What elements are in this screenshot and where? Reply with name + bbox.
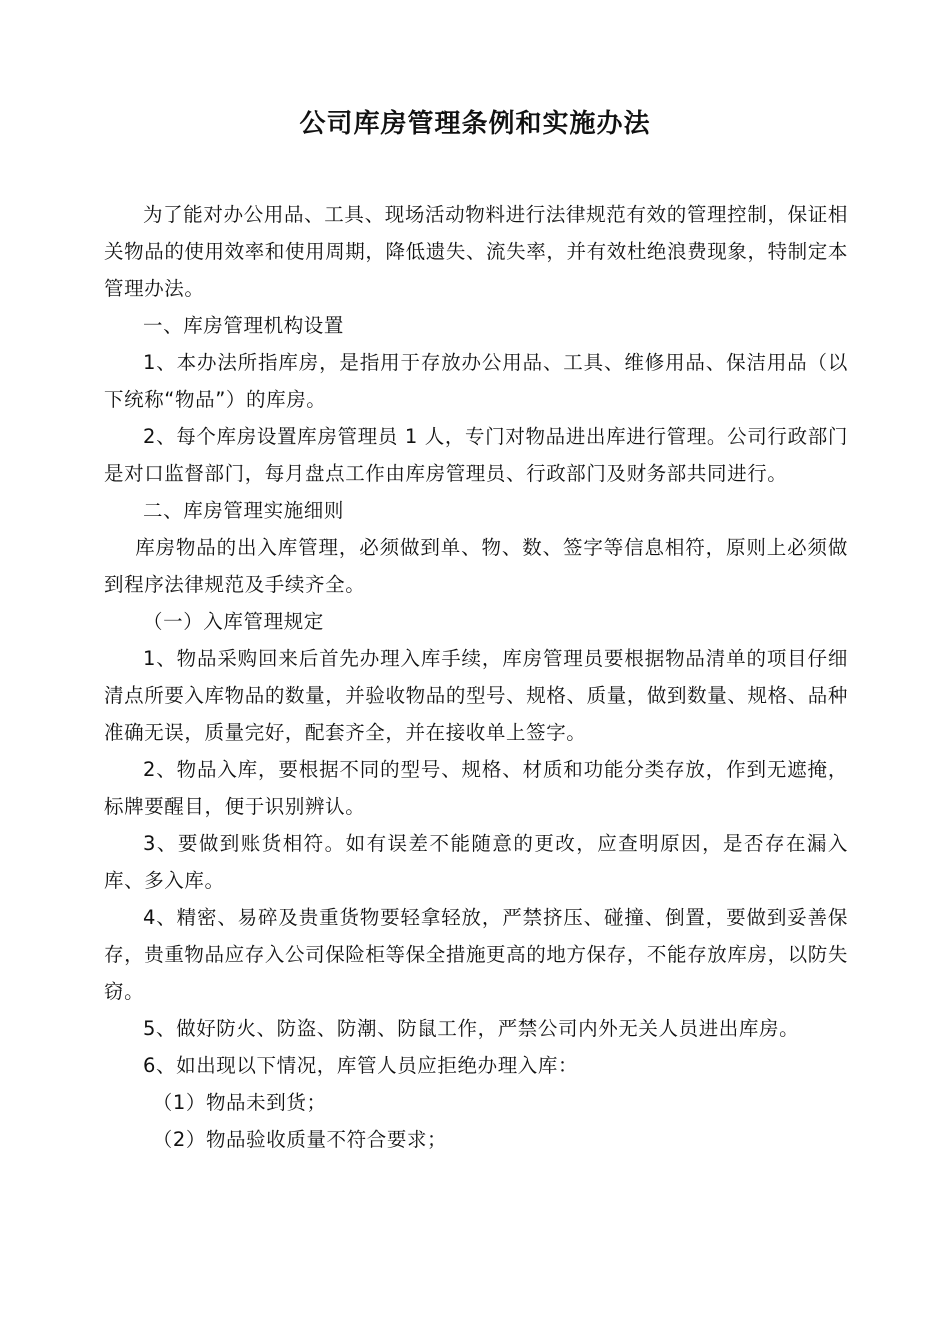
paragraph-2-intro: 库房物品的出入库管理，必须做到单、物、数、签字等信息相符，原则上必须做到程序法律规范及手续齐全。 (104, 536, 848, 596)
intro-paragraph: 为了能对办公用品、工具、现场活动物料进行法律规范有效的管理控制，保证相关物品的使用效率和使用周期，降低遗失、流失率，并有效杜绝浪费现象，特制定本管理办法。 (104, 203, 848, 300)
section-heading-1: 一、库房管理机构设置 (143, 314, 345, 337)
document-body (104, 196, 848, 1158)
paragraph-inbound-2: 2、物品入库，要根据不同的型号、规格、材质和功能分类存放，作到无遮掩，标牌要醒目，便于识别辨认。 (104, 758, 848, 818)
subsection-heading-inbound: （一）入库管理规定 (143, 610, 324, 633)
paragraph-inbound-3: 3、要做到账货相符。如有误差不能随意的更改，应查明原因，是否存在漏入库、多入库。 (104, 832, 848, 892)
paragraph-inbound-6: 6、如出现以下情况，库管人员应拒绝办理入库： (143, 1054, 579, 1077)
paragraph-inbound-5: 5、做好防火、防盗、防潮、防鼠工作，严禁公司内外无关人员进出库房。 (143, 1017, 800, 1040)
paragraph-1-1: 1、本办法所指库房，是指用于存放办公用品、工具、维修用品、保洁用品（以下统称“物品”）的库房。 (104, 351, 848, 411)
section-heading-2: 二、库房管理实施细则 (143, 499, 345, 522)
list-item-2: （2）物品验收质量不符合要求； (152, 1128, 448, 1151)
document-title: 公司库房管理条例和实施办法 (299, 109, 651, 139)
paragraph-1-2: 2、每个库房设置库房管理员 1 人，专门对物品进出库进行管理。公司行政部门是对口监督部门，每月盘点工作由库房管理员、行政部门及财务部共同进行。 (104, 425, 848, 485)
paragraph-inbound-1: 1、物品采购回来后首先办理入库手续，库房管理员要根据物品清单的项目仔细清点所要入库物品的数量，并验收物品的型号、规格、质量，做到数量、规格、品种准确无误，质量完好，配套齐全，并在接收单上签字。 (104, 647, 848, 744)
list-item-1: （1）物品未到货； (152, 1091, 327, 1114)
paragraph-inbound-4: 4、精密、易碎及贵重货物要轻拿轻放，严禁挤压、碰撞、倒置，要做到妥善保存，贵重物品应存入公司保险柜等保全措施更高的地方保存，不能存放库房，以防失窃。 (104, 906, 848, 1003)
